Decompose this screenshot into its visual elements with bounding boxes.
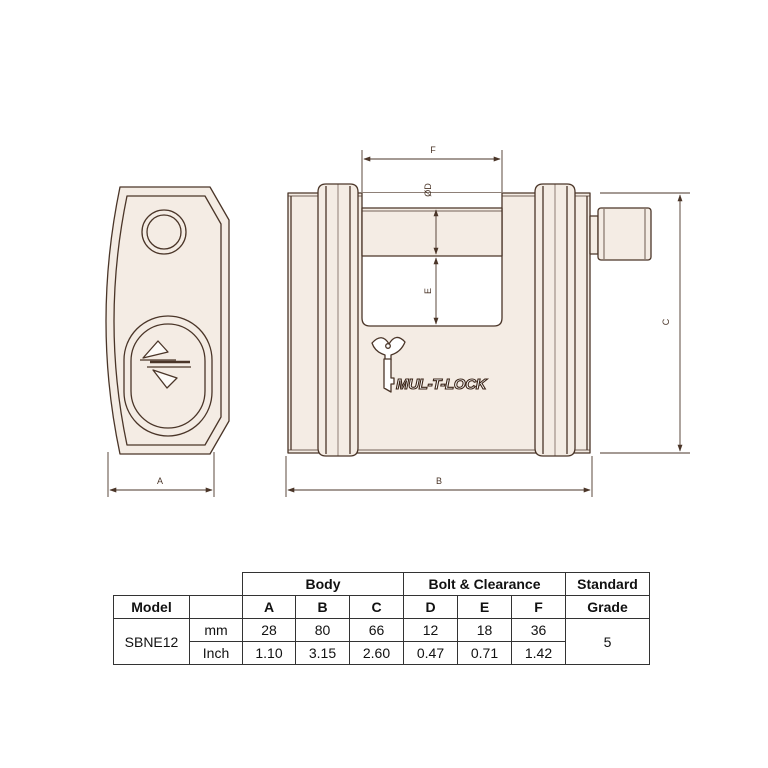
mm-a-cell: 28 (243, 619, 296, 642)
model-header: Model (114, 596, 190, 619)
table-row-mm (114, 619, 650, 642)
dimension-f-label: F (430, 145, 436, 155)
column-f-header: F (512, 596, 566, 619)
standard-group-header: Standard (566, 573, 650, 596)
grade-cell: 5 (566, 619, 650, 665)
inch-c-cell: 2.60 (350, 642, 404, 665)
mm-d-cell: 12 (404, 619, 458, 642)
inch-a-cell: 1.10 (243, 642, 296, 665)
dimension-d-label: ØD (423, 183, 433, 197)
unit-cell-mm: mm (190, 619, 243, 642)
inch-e-cell: 0.71 (458, 642, 512, 665)
shackle-bar (362, 208, 502, 256)
model-cell: SBNE12 (114, 619, 190, 665)
dimension-b-label: B (435, 476, 443, 486)
table-column-header-row (114, 596, 650, 619)
column-a-header: A (243, 596, 296, 619)
body-group-header: Body (243, 573, 404, 596)
inch-b-cell: 3.15 (296, 642, 350, 665)
inch-f-cell: 1.42 (512, 642, 566, 665)
bolt-clearance-group-header: Bolt & Clearance (404, 573, 566, 596)
column-c-header: C (350, 596, 404, 619)
mm-f-cell: 36 (512, 619, 566, 642)
column-d-header: D (404, 596, 458, 619)
mm-c-cell: 66 (350, 619, 404, 642)
padlock-front-view (288, 184, 651, 456)
unit-cell-inch: Inch (190, 642, 243, 665)
mm-b-cell: 80 (296, 619, 350, 642)
dimension-e-label: E (423, 287, 433, 295)
plunger (590, 208, 651, 260)
padlock-side-view (106, 187, 229, 454)
table-group-header-row (114, 573, 650, 596)
grade-header: Grade (566, 596, 650, 619)
right-collar (535, 184, 575, 456)
side-view-outer-outline (106, 187, 229, 454)
column-e-header: E (458, 596, 512, 619)
unit-header (190, 596, 243, 619)
left-collar (318, 184, 358, 456)
mm-e-cell: 18 (458, 619, 512, 642)
specifications-table (113, 572, 650, 665)
dimension-a-label: A (156, 476, 164, 486)
brand-logo-text: MUL-T-LOCK (396, 376, 487, 393)
column-b-header: B (296, 596, 350, 619)
dimension-c-label: C (661, 318, 671, 326)
inch-d-cell: 0.47 (404, 642, 458, 665)
